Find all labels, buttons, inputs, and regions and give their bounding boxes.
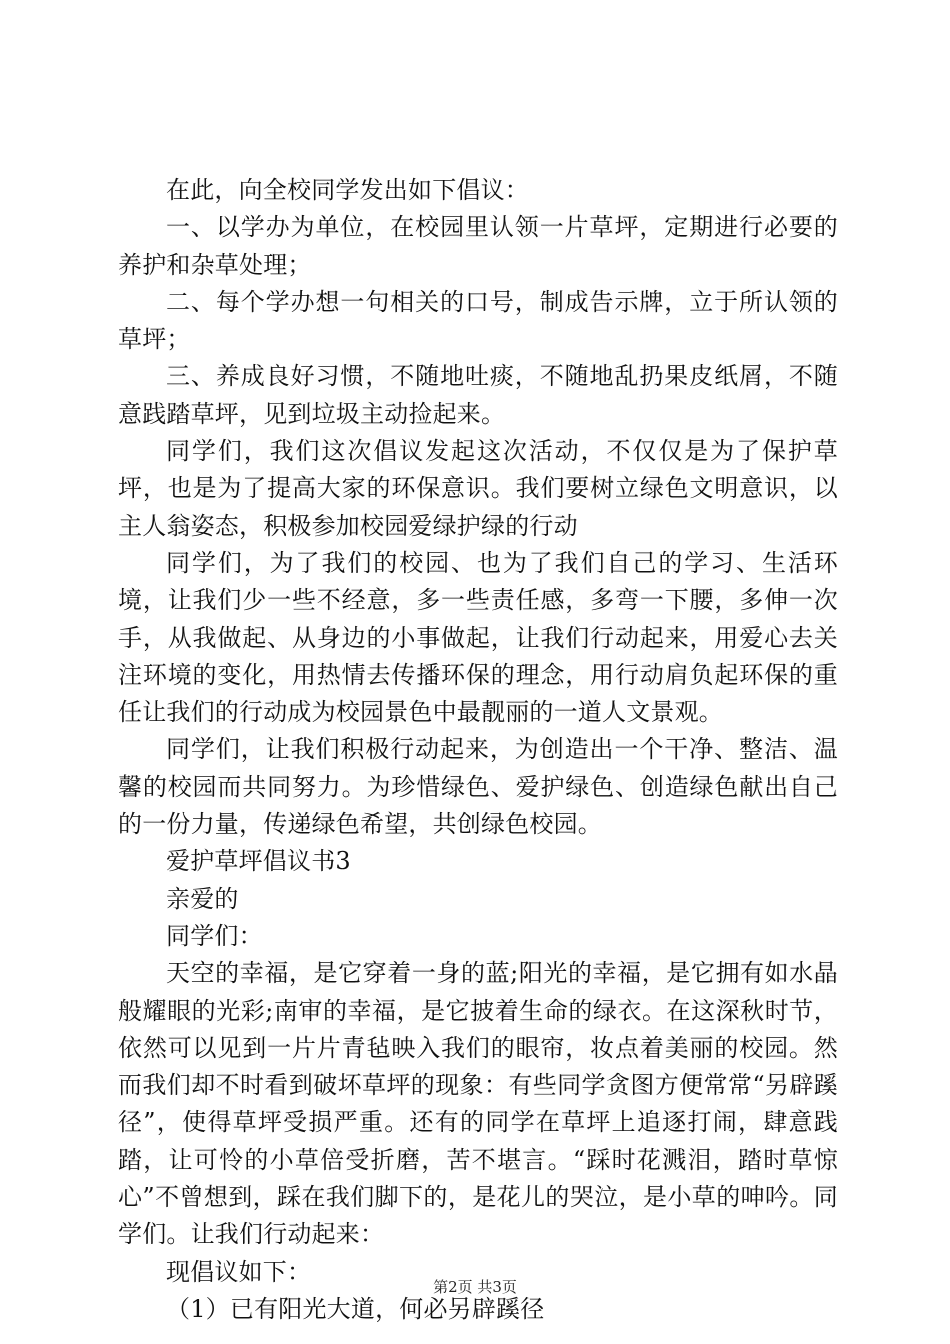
paragraph-proposal-3: 三、养成良好习惯，不随地吐痰，不随地乱扔果皮纸屑，不随意践踏草坪，见到垃圾主动捡起来。 — [118, 362, 838, 428]
paragraph-proposal-item-1: （1）已有阳光大道，何必另辟蹊径 — [166, 1294, 545, 1323]
paragraph-proposals-heading: 现倡议如下： — [166, 1257, 312, 1286]
paragraph-proposal-1: 一、以学办为单位，在校园里认领一片草坪，定期进行必要的养护和杂草处理； — [118, 213, 838, 279]
paragraph-proposal-intro: 在此，向全校同学发出如下倡议： — [166, 176, 529, 204]
paragraph-closing: 同学们，让我们积极行动起来，为创造出一个干净、整洁、温馨的校园而共同努力。为珍惜绿色、爱护绿色、创造绿色献出自己的一份力量，传递绿色希望，共创绿色校园。 — [118, 735, 838, 839]
body-text — [118, 172, 838, 1328]
section-heading: 爱护草坪倡议书3 — [166, 847, 351, 876]
paragraph-proposal-2: 二、每个学办想一句相关的口号，制成告示牌，立于所认领的草坪； — [118, 287, 838, 354]
salutation-line-2: 同学们： — [166, 921, 263, 950]
paragraph-description: 天空的幸福，是它穿着一身的蓝;阳光的幸福，是它拥有如水晶般耀眼的光彩;南审的幸福，是它披着生命的绿衣。在这深秋时节，依然可以见到一片片青毡映入我们的眼帘，妆点着美丽的校园。然而我们却不时看到破坏草坪的现象：有些同学贪图方便常常“另辟蹊径”，使得草坪受损严重。还有的同学在草坪上追逐打闹，肆意践踏，让可怜的小草倍受折磨，苦不堪言。“踩时花溅泪，踏时草惊心”不曾想到，踩在我们脚下的，是花儿的哭泣，是小草的呻吟。同学们。让我们行动起来： — [118, 959, 838, 1249]
paragraph-call-to-action: 同学们，为了我们的校园、也为了我们自己的学习、生活环境，让我们少一些不经意，多一些责任感，多弯一下腰，多伸一次手，从我做起、从身边的小事做起，让我们行动起来，用爱心去关注环境的变化，用热情去传播环保的理念，用行动肩负起环保的重任让我们的行动成为校园景色中最靓丽的一道人文景观。 — [118, 548, 838, 727]
salutation-line-1: 亲爱的 — [166, 884, 239, 913]
page-footer: 第2页 共3页 — [433, 1278, 517, 1296]
paragraph-purpose: 同学们，我们这次倡议发起这次活动，不仅仅是为了保护草坪，也是为了提高大家的环保意识。我们要树立绿色文明意识，以主人翁姿态，积极参加校园爱绿护绿的行动 — [118, 437, 838, 540]
